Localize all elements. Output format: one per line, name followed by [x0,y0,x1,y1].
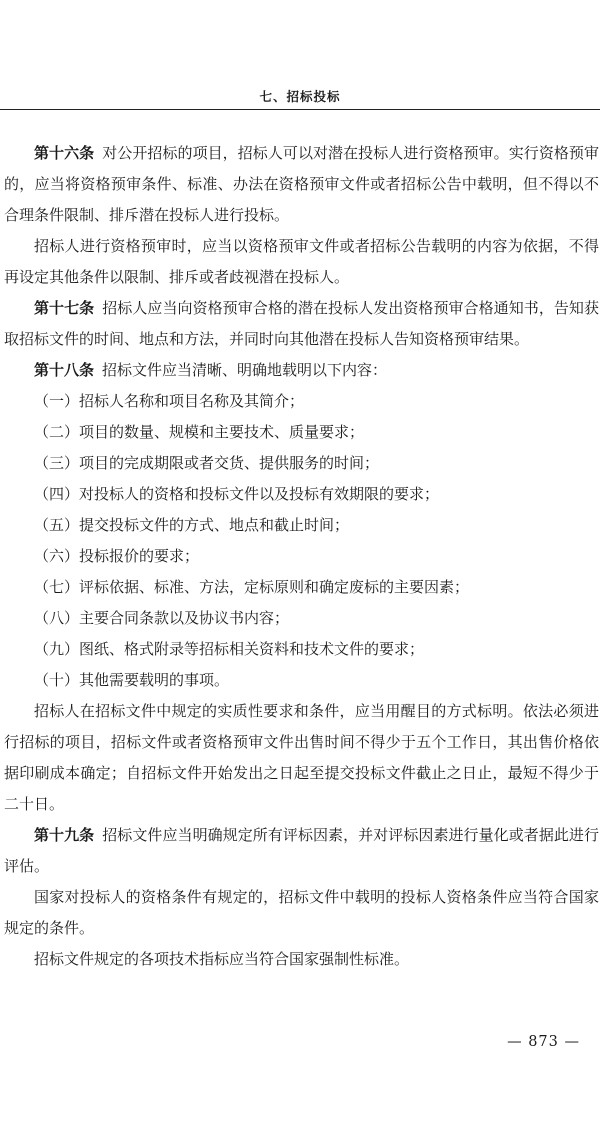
paragraph-text: 招标文件规定的各项技术指标应当符合国家强制性标准。 [34,950,410,968]
body-text [4,138,599,975]
list-item [4,479,599,510]
paragraph [4,355,599,386]
page-number: — 873 — [507,1034,580,1050]
paragraph-text: 招标人在招标文件中规定的实质性要求和条件，应当用醒目的方式标明。依法必须进行招标的项目，招标文件或者资格预审文件出售时间不得少于五个工作日，其出售价格依据印刷成本确定；自招标文件开始发出之日起至提交投标文件截止之日止，最短不得少于二十日。 [4,702,599,813]
list-item-text: （六）投标报价的要求； [34,547,200,565]
list-item [4,572,599,603]
paragraph [4,882,599,944]
paragraph [4,231,599,293]
list-item-text: （八）主要合同条款以及协议书内容； [34,609,290,627]
list-item [4,510,599,541]
list-item-text: （四）对投标人的资格和投标文件以及投标有效期限的要求； [34,485,440,503]
list-item [4,634,599,665]
list-item-text: （五）提交投标文件的方式、地点和截止时间； [34,516,350,534]
list-item [4,448,599,479]
article-number: 第十九条 [34,826,95,844]
paragraph [4,820,599,882]
paragraph-text: 招标文件应当清晰、明确地载明以下内容： [102,361,388,379]
header-rule [0,109,600,110]
paragraph-text: 招标文件应当明确规定所有评标因素，并对评标因素进行量化或者据此进行评估。 [4,826,599,875]
paragraph [4,944,599,975]
list-item-text: （十）其他需要载明的事项。 [34,671,230,689]
paragraph [4,696,599,820]
list-item-text: （九）图纸、格式附录等招标相关资料和技术文件的要求； [34,640,425,658]
list-item [4,386,599,417]
paragraph-text: 招标人应当向资格预审合格的潜在投标人发出资格预审合格通知书，告知获取招标文件的时间、地点和方法，并同时向其他潜在投标人告知资格预审结果。 [4,299,599,348]
running-header: 七、招标投标 [259,89,341,104]
paragraph-text: 招标人进行资格预审时，应当以资格预审文件或者招标公告载明的内容为依据，不得再设定其他条件以限制、排斥或者歧视潜在投标人。 [4,237,599,286]
list-item-text: （七）评标依据、标准、方法，定标原则和确定废标的主要因素； [34,578,470,596]
paragraph [4,138,599,231]
paragraph-text: 国家对投标人的资格条件有规定的，招标文件中载明的投标人资格条件应当符合国家规定的条件。 [4,888,599,937]
list-item [4,417,599,448]
article-number: 第十七条 [34,299,95,317]
list-item [4,665,599,696]
paragraph [4,293,599,355]
article-number: 第十六条 [34,144,95,162]
article-number: 第十八条 [34,361,95,379]
list-item-text: （二）项目的数量、规模和主要技术、质量要求； [34,423,365,441]
list-item-text: （一）招标人名称和项目名称及其简介； [34,392,305,410]
list-item-text: （三）项目的完成期限或者交货、提供服务的时间； [34,454,380,472]
paragraph-text: 对公开招标的项目，招标人可以对潜在投标人进行资格预审。实行资格预审的，应当将资格预审条件、标准、办法在资格预审文件或者招标公告中载明，但不得以不合理条件限制、排斥潜在投标人进行投标。 [4,144,599,224]
list-item [4,603,599,634]
list-item [4,541,599,572]
